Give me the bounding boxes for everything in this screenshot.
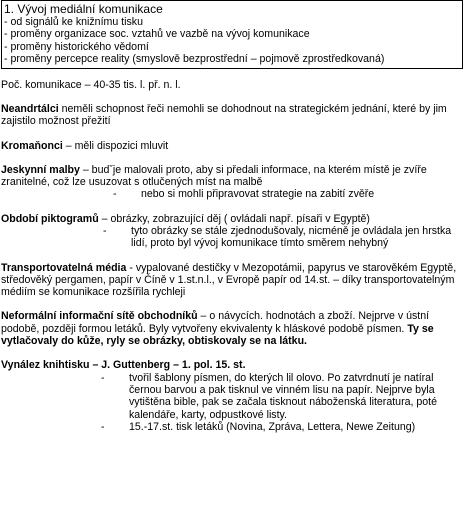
text-piktogramy: – obrázky, zobrazující děj ( ovládali např. písaři v Egyptě) (98, 212, 370, 225)
list-knihtisk (101, 372, 463, 433)
document-page (1, 0, 463, 433)
text-neandrtalci: neměli schopnost řeči nemohli se dohodnout na strategickém jednání, které by jim zajistilo možnost přežití (1, 102, 447, 128)
paragraph-start: Poč. komunikace – 40-35 tis. l. př. n. l. (1, 78, 181, 91)
heading-item-1: - od signálů ke knižnímu tisku (4, 16, 143, 28)
document-title: 1. Vývoj mediální komunikace (4, 2, 163, 16)
term-site: Neformální informační sítě obchodníků (1, 310, 198, 323)
text-kromanonci: – měli dispozici mluvit (62, 139, 169, 152)
text-site-bold: Ty se vytlačovaly do kůže, ryly se obrázky, obtiskovaly se na látku. (1, 322, 434, 348)
term-neandrtalci: Neandrtálci (1, 102, 59, 115)
paragraph-site (1, 310, 463, 347)
paragraph-malby (1, 164, 463, 189)
list-item: - 15.-17.st. tisk letáků (Novina, Zpráva, Lettera, Newe Zeitung) (101, 421, 463, 433)
list-item: - tyto obrázky se stále zjednodušovaly, nicméně je ovládala jen hrstka lidí, proto byl vývoj komunikace tímto směrem nehybný (103, 225, 463, 250)
term-kromanonci: Kromaňonci (1, 139, 63, 152)
heading-box (1, 0, 463, 69)
text-malby: – budˇje malovali proto, aby si předali informace, na kterém místě je zvíře zranitelné, což lze usuzovat s otlučených míst na malbě (1, 163, 427, 189)
term-malby: Jeskynní malby (1, 163, 80, 176)
paragraph-neandrtalci (1, 103, 463, 128)
list-item: - nebo si mohli připravovat strategie na zabití zvěře (113, 188, 463, 200)
heading-item-2: - proměny organizace soc. vztahů ve vazbě na vývoj komunikace (4, 28, 310, 41)
list-malby (113, 188, 463, 200)
text-site: – o návycích. hodnotách a zboží. Nejprve v ústní podobě, později formou letáků. Byly vytvořeny ekvivalenty k hláskové podobě písmen. (1, 310, 430, 335)
paragraph-piktogramy (1, 213, 463, 225)
term-media: Transportovatelná média (1, 261, 127, 274)
paragraph-kromanonci (1, 140, 463, 152)
text-media: - vypalované destičky v Mezopotámii, papyrus ve starověkém Egyptě, středověký pergamen, papír v Číně v 1.st.n.l., v Evropě papír od 14.st. – díky transportovatelným médiím se komunikace rozšířila rychleji (1, 261, 457, 299)
term-piktogramy: Období piktogramů (1, 212, 99, 225)
list-item: - tvořil šablony písmen, do kterých lil olovo. Po zatvrdnutí je natíral černou barvou a pak tisknul ve vinném lisu na papír. Nejprve byla vytištěna bible, pak se začala tisknout náboženská literatura, poté kalendáře, karty, odpustkové listy. (101, 372, 463, 421)
paragraph-knihtisk-title: Vynález knihtisku – J. Guttenberg – 1. pol. 15. st. (1, 359, 246, 372)
heading-item-4: - proměny percepce reality (smyslově bezprostřední – pojmově zprostředkovaná) (4, 53, 385, 66)
list-piktogramy (103, 225, 463, 250)
paragraph-media (1, 262, 463, 299)
heading-item-3: - proměny historického vědomí (4, 40, 149, 53)
